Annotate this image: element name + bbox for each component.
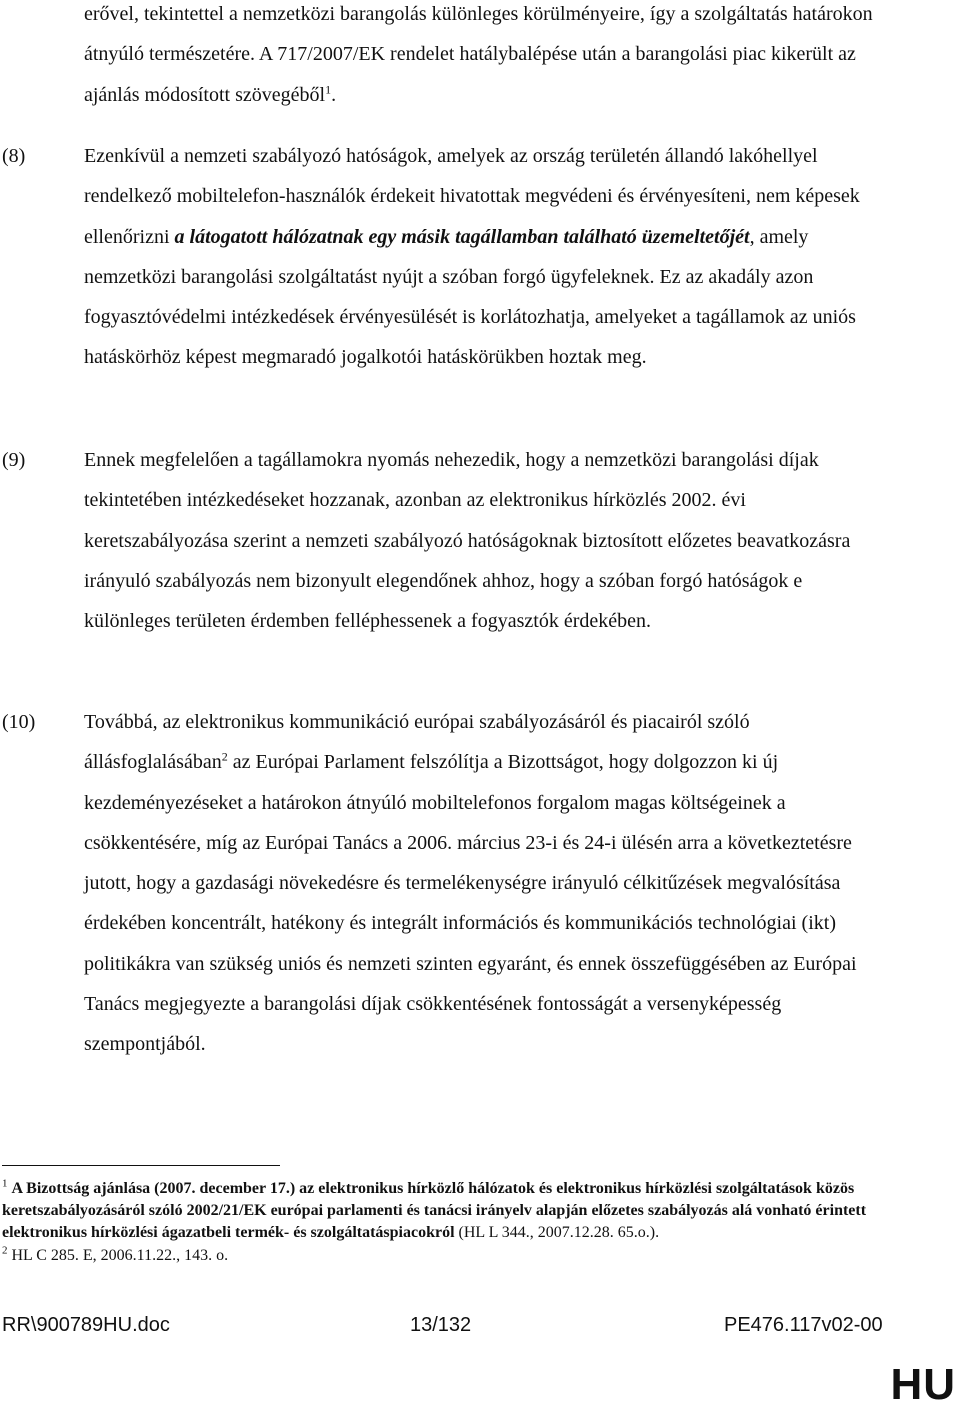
footnote-text: HL C 285. E, 2006.11.22., 143. o. xyxy=(7,1246,229,1264)
paragraph-body: Ennek megfelelően a tagállamokra nyomás nehezedik, hogy a nemzetközi barangolási díjak tekintetében intézkedéseket hozzanak, azonban az elektronikus hírközlés 2002. évi keretszabályozása szerint a nemzeti szabályozó hatóságoknak biztosított előzetes beavatkozásra irányuló szabályozás nem bizonyult elegendőnek ahhoz, hogy a szóban forgó hatóságok e különleges területen érdemben felléphessenek a fogyasztók érdekében. xyxy=(84,449,851,633)
footnote-marker: 2 xyxy=(2,1244,8,1257)
paragraph-body xyxy=(84,136,884,378)
page-footer xyxy=(0,1310,960,1340)
paragraph-text: Ezenkívül a nemzeti szabályozó hatóságok, amelyek az ország területén állandó lakóhellyel rendelkező mobiltelefon-használók érdekeit hivatottak megvédeni és érvényesíteni, nem képesek ellenőrizni xyxy=(84,145,860,248)
footer-doc-ref: RR\900789HU.doc xyxy=(2,1314,170,1336)
paragraph-body xyxy=(84,702,884,1065)
language-code: HU xyxy=(890,1360,956,1409)
footnote-marker: 1 xyxy=(2,1177,8,1190)
paragraph-text: Továbbá, az elektronikus kommunikáció európai szabályozásáról és piacairól szóló állásfoglalásában xyxy=(84,711,750,774)
emphasis-text: a látogatott hálózatnak egy másik tagállamban található üzemeltetőjét xyxy=(174,225,750,248)
continuation-paragraph xyxy=(84,0,884,115)
footnote-1 xyxy=(2,1178,902,1245)
footnote-ref-1: 1 xyxy=(325,81,332,96)
footer-doc-code: PE476.117v02-00 xyxy=(724,1314,883,1336)
footnote-text: (HL L 344., 2007.12.28. 65.o.). xyxy=(454,1224,660,1242)
paragraph-text: , amely nemzetközi barangolási szolgáltatást nyújt a szóban forgó ügyfeleknek. Ez az akadály azon fogyasztóvédelmi intézkedések érvényesülését is korlátozhatja, amelyeket a tagállamok az uniós hatáskörhöz képest megmaradó jogalkotói hatáskörükben hoztak meg. xyxy=(84,225,856,369)
footnote-2 xyxy=(2,1245,902,1267)
footer-page-number: 13/132 xyxy=(410,1314,472,1336)
footnote-ref-2: 2 xyxy=(221,749,228,764)
continuation-text: erővel, tekintettel a nemzetközi barangolás különleges körülményeire, így a szolgáltatás határokon átnyúló természetére. A 717/2007/EK rendelet hatálybalépése után a barangolási piac kikerült az ajánlás módosított szövegéből xyxy=(84,3,873,106)
footnote-divider xyxy=(2,1165,280,1166)
continuation-end: . xyxy=(331,83,337,106)
footnote-bold-text: A Bizottság ajánlása (2007. december 17.) az elektronikus hírközlő hálózatok és elektronikus hírközlési szolgáltatások közös keretszabályozásáról szóló 2002/21/EK európai parlamenti és tanácsi irányelv alapján előzetes szabályozás alá vonható érintett elektronikus hírközlési ágazatbeli termék- és szolgáltatáspiacokról xyxy=(2,1180,867,1242)
paragraph-number: (10) xyxy=(2,711,36,733)
paragraph-number: (8) xyxy=(2,145,26,167)
paragraph-text: az Európai Parlament felszólítja a Bizottságot, hogy dolgozzon ki új kezdeményezéseket a határokon átnyúló mobiltelefonos forgalom magas költségeinek a csökkentésére, míg az Európai Tanács a 2006. március 23-i és 24-i ülésén arra a következtetésre jutott, hogy a gazdasági növekedésre és termelékenységre irányuló célkitűzések megvalósítása érdekében koncentrált, hatékony és integrált információs és kommunikációs technológiai (ikt) politikákra van szükség uniós és nemzeti szinten egyaránt, és ennek összefüggésében az Európai Tanács megjegyezte a barangolási díjak csökkentésének fontosságát a versenyképesség szempontjából. xyxy=(84,751,857,1056)
paragraph-number: (9) xyxy=(2,449,26,471)
footnotes xyxy=(2,1178,902,1267)
